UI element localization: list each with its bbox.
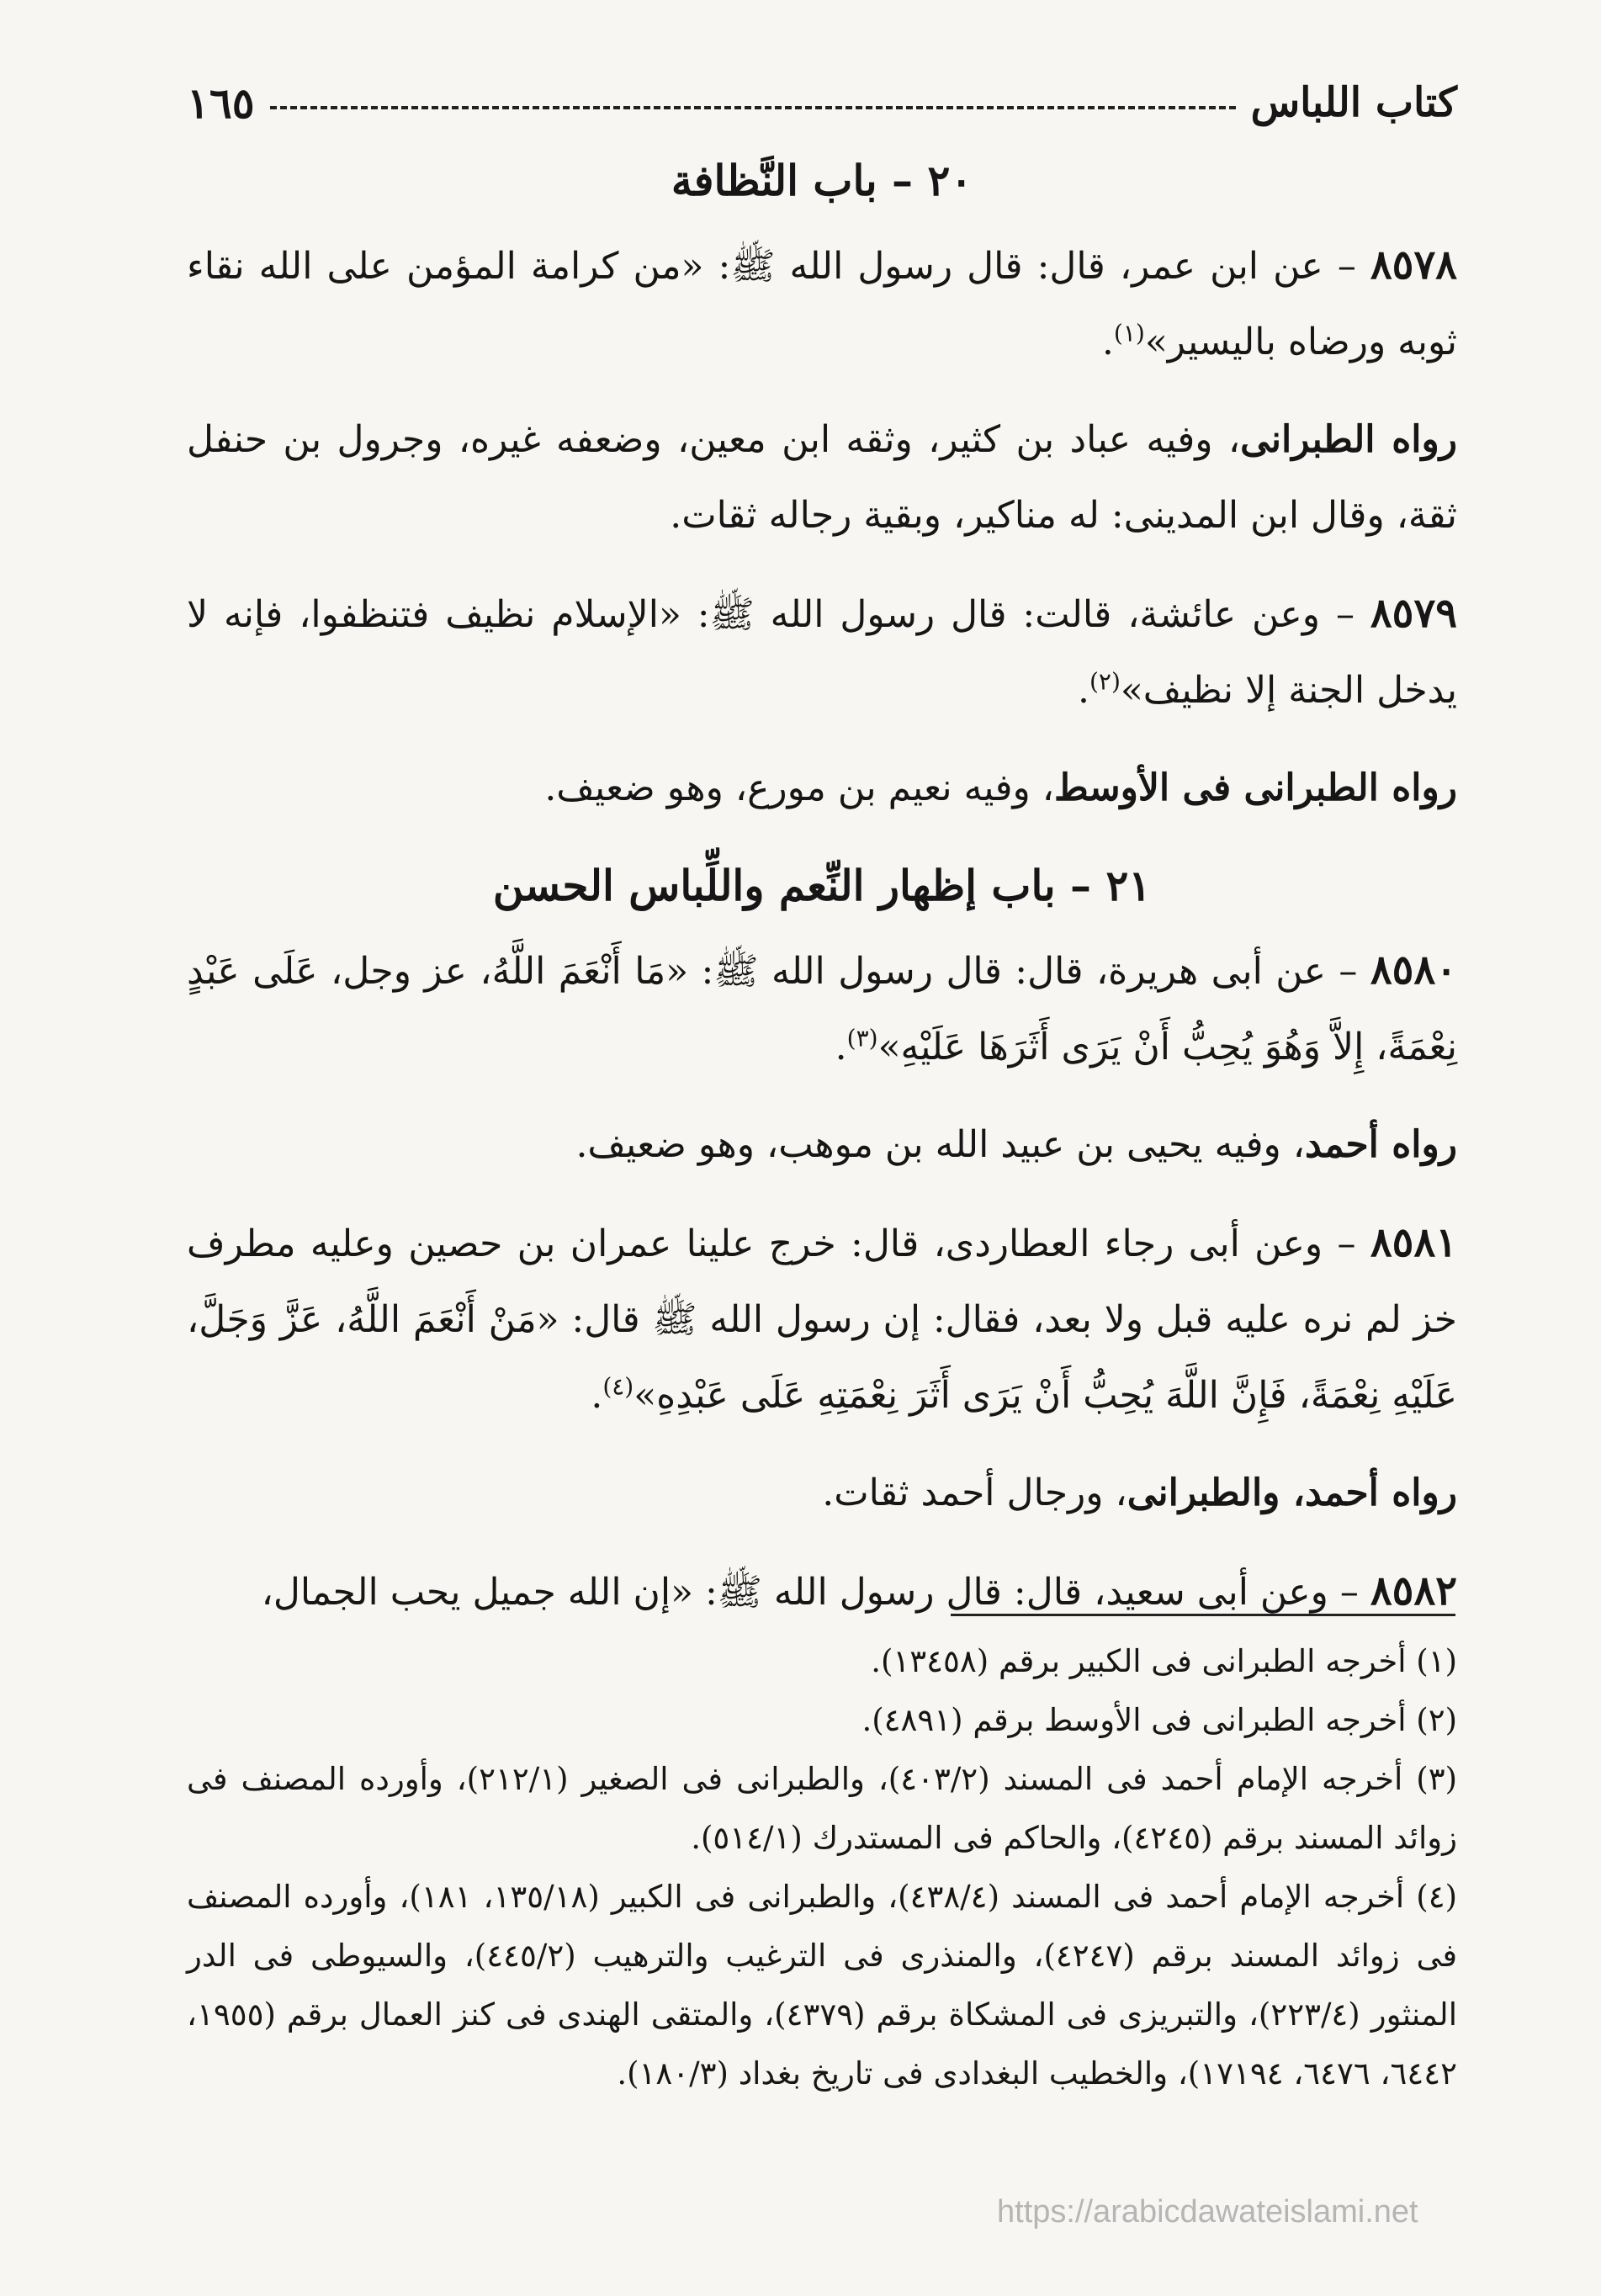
hadith-comment-8579 xyxy=(187,750,1457,826)
chapter-heading-blessings-clothing: ٢١ – باب إظهار النِّعم واللِّباس الحسن xyxy=(492,861,1152,910)
footnote-2: (٢) أخرجه الطبرانى فى الأوسط برقم (٤٨٩١). xyxy=(861,1702,1457,1738)
footnotes xyxy=(187,1632,1457,2103)
hadith-text: – عن أبى هريرة، قال: قال رسول الله ﷺ: «مَا أَنْعَمَ اللَّهُ، عز وجل، عَلَى عَبْدٍ نِعْمَةً، إِلاَّ وَهُوَ يُحِبُّ أَنْ يَرَى أَثَرَهَا عَلَيْهِ» xyxy=(187,950,1457,1068)
header-dash-line xyxy=(270,106,1236,109)
hadith-number: ٨٥٨٢ xyxy=(1370,1567,1457,1615)
footnote-1: (١) أخرجه الطبرانى فى الكبير برقم (١٣٤٥٨). xyxy=(871,1643,1457,1679)
comment-lead: رواه أحمد، والطبرانى xyxy=(1127,1471,1457,1514)
hadith-number: ٨٥٨٠ xyxy=(1370,947,1457,994)
hadith-text: – وعن أبى سعيد، قال: قال رسول الله ﷺ: «إن الله جميل يحب الجمال، xyxy=(261,1571,1370,1614)
running-header xyxy=(187,61,1457,145)
chapter-heading-cleanliness: ٢٠ – باب النَّظافة xyxy=(671,156,973,205)
hadith-8580: ٨٥٨٠ – عن أبى هريرة، قال: قال رسول الله ﷺ: «مَا أَنْعَمَ اللَّهُ، عز وجل، عَلَى عَبْدٍ نِعْمَةً، إِلاَّ وَهُوَ يُحِبُّ أَنْ يَرَى أَثَرَهَا عَلَيْهِ»$^{(٣)}$. xyxy=(187,947,1457,1068)
hadith-text: – وعن عائشة، قالت: قال رسول الله ﷺ: «الإسلام نظيف فتنظفوا، فإنه لا يدخل الجنة إلا نظيف» xyxy=(187,593,1457,712)
hadith-number: ٨٥٨١ xyxy=(1370,1219,1457,1266)
hadith-comment-8581 xyxy=(187,1456,1457,1531)
main-text xyxy=(187,143,1457,1652)
footnote-4: (٤) أخرجه الإمام أحمد فى المسند (٤٣٨/٤)، والطبرانى فى الكبير (١٣٥/١٨، ١٨١)، وأورده المصنف فى زوائد المسند برقم (٤٢٤٧)، والمنذرى فى الترغيب والترهيب (٤٤٥/٢)، والسيوطى فى الدر المنثور (٢٢٣/٤)، والتبريزى فى المشكاة برقم (٤٣٧٩)، والمتقى الهندى فى كنز العمال برقم (١٩٥٥، ٦٤٤٢، ٦٤٧٦، ١٧١٩٤)، والخطيب البغدادى فى تاريخ بغداد (١٨٠/٣). xyxy=(187,1879,1458,2092)
watermark-url: https://arabicdawateislami.net xyxy=(997,2194,1418,2230)
comment-lead: رواه الطبرانى xyxy=(1240,418,1457,461)
footnote-separator xyxy=(951,1614,1455,1616)
hadith-text: – وعن أبى رجاء العطاردى، قال: خرج علينا عمران بن حصين وعليه مطرف خز لم نره عليه قبل ولا بعد، فقال: إن رسول الله ﷺ قال: «مَنْ أَنْعَمَ اللَّهُ، عَزَّ وَجَلَّ، عَلَيْهِ نِعْمَةً، فَإِنَّ اللَّهَ يُحِبُّ أَنْ يَرَى أَثَرَ نِعْمَتِهِ عَلَى عَبْدِهِ» xyxy=(187,1222,1457,1417)
hadith-8582 xyxy=(187,1553,1457,1631)
comment-text: ، وفيه عباد بن كثير، وثقه ابن معين، وضعفه غيره، وجرول بن حنفل ثقة، وقال ابن المدينى: له مناكير، وبقية رجاله ثقات. xyxy=(187,418,1457,537)
comment-text: ، وفيه نعيم بن مورع، وهو ضعيف. xyxy=(544,766,1054,809)
comment-text: ، ورجال أحمد ثقات. xyxy=(822,1471,1127,1514)
footnote-ref: (١) xyxy=(1113,319,1145,347)
hadith-number: ٨٥٧٨ xyxy=(1370,241,1457,289)
comment-lead: رواه أحمد xyxy=(1304,1123,1457,1166)
footnote-3: (٣) أخرجه الإمام أحمد فى المسند (٤٠٣/٢)، والطبرانى فى الصغير (٢١٢/١)، وأورده المصنف فى زوائد المسند برقم (٤٢٤٥)، والحاكم فى المستدرك (٥١٤/١). xyxy=(187,1761,1457,1856)
page-number: ١٦٥ xyxy=(187,77,255,128)
hadith-comment-8580 xyxy=(187,1107,1457,1183)
hadith-number: ٨٥٧٩ xyxy=(1370,590,1457,637)
hadith-comment-8578 xyxy=(187,402,1457,554)
hadith-text: – عن ابن عمر، قال: قال رسول الله ﷺ: «من كرامة المؤمن على الله نقاء ثوبه ورضاه باليسير» xyxy=(187,245,1457,363)
footnote-ref: (٢) xyxy=(1089,667,1121,696)
footnote-ref: (٣) xyxy=(846,1024,878,1053)
comment-lead: رواه الطبرانى فى الأوسط xyxy=(1053,766,1457,809)
comment-text: ، وفيه يحيى بن عبيد الله بن موهب، وهو ضعيف. xyxy=(575,1123,1305,1166)
book-title: كتاب اللباس xyxy=(1250,79,1457,126)
hadith-8581: ٨٥٨١ – وعن أبى رجاء العطاردى، قال: خرج علينا عمران بن حصين وعليه مطرف خز لم نره عليه قبل ولا بعد، فقال: إن رسول الله ﷺ قال: «مَنْ أَنْعَمَ اللَّهُ، عَزَّ وَجَلَّ، عَلَيْهِ نِعْمَةً، فَإِنَّ اللَّهَ يُحِبُّ أَنْ يَرَى أَثَرَ نِعْمَتِهِ عَلَى عَبْدِهِ»$^{(٤)}$. xyxy=(187,1219,1457,1417)
hadith-8578: ٨٥٧٨ – عن ابن عمر، قال: قال رسول الله ﷺ: «من كرامة المؤمن على الله نقاء ثوبه ورضاه باليسير»$^{(١)}$. xyxy=(187,241,1457,363)
footnote-ref: (٤) xyxy=(602,1372,634,1401)
hadith-8579: ٨٥٧٩ – وعن عائشة، قالت: قال رسول الله ﷺ: «الإسلام نظيف فتنظفوا، فإنه لا يدخل الجنة إلا نظيف»$^{(٢)}$. xyxy=(187,590,1457,712)
